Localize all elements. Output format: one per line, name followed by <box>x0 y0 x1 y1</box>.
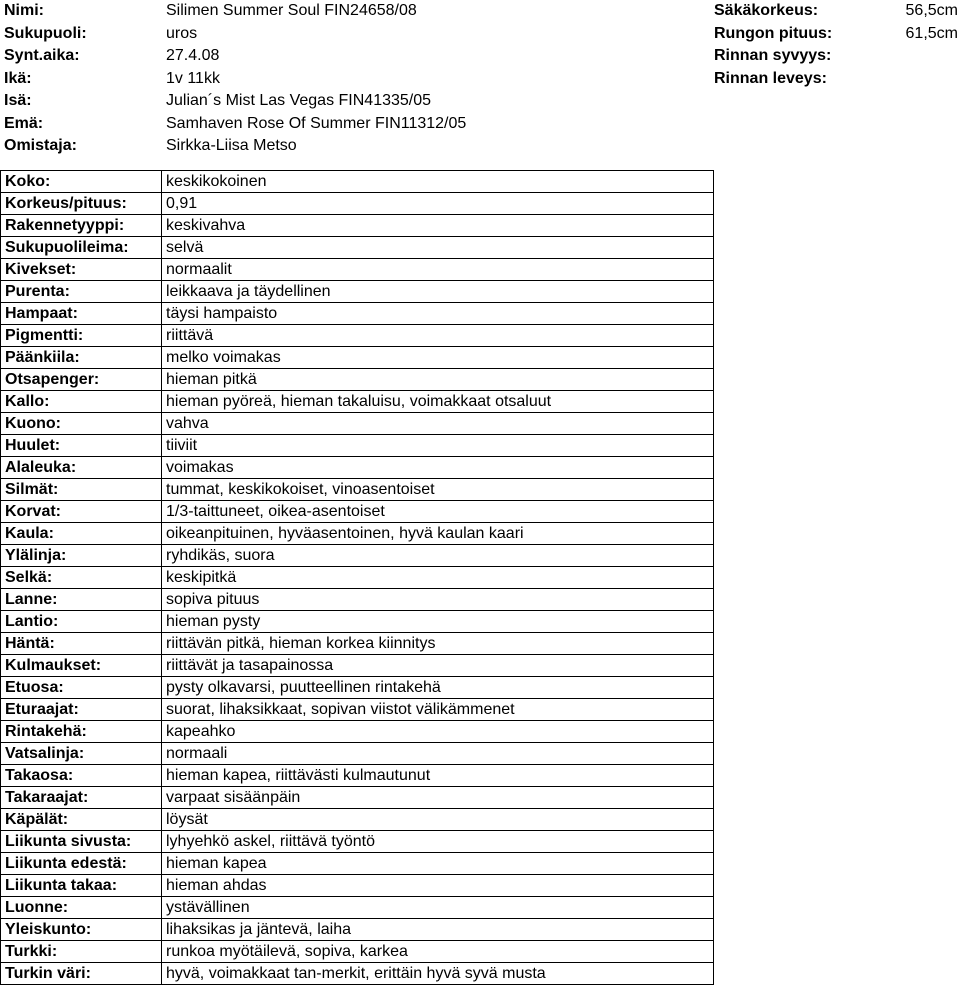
table-row <box>1 743 714 765</box>
name-label: Nimi: <box>4 2 44 19</box>
criterion-label: Kaula: <box>1 523 162 545</box>
table-row <box>1 171 714 193</box>
criterion-value: hieman ahdas <box>162 875 714 897</box>
table-row <box>1 897 714 919</box>
criterion-value: voimakas <box>162 457 714 479</box>
header-info <box>4 0 958 158</box>
criterion-value: keskikokoinen <box>162 171 714 193</box>
criterion-label: Eturaajat: <box>1 699 162 721</box>
criterion-value: löysät <box>162 809 714 831</box>
criterion-label: Lantio: <box>1 611 162 633</box>
table-row <box>1 765 714 787</box>
criterion-value: ystävällinen <box>162 897 714 919</box>
criterion-label: Etuosa: <box>1 677 162 699</box>
sex-value: uros <box>166 24 198 42</box>
table-row <box>1 787 714 809</box>
criterion-value: normaali <box>162 743 714 765</box>
age-label: Ikä: <box>4 69 32 87</box>
criterion-label: Selkä: <box>1 567 162 589</box>
criterion-value: ryhdikäs, suora <box>162 545 714 567</box>
table-row <box>1 259 714 281</box>
table-row <box>1 699 714 721</box>
criterion-label: Alaleuka: <box>1 457 162 479</box>
criterion-label: Rakennetyyppi: <box>1 215 162 237</box>
criterion-label: Turkin väri: <box>1 963 162 985</box>
criterion-label: Purenta: <box>1 281 162 303</box>
criterion-value: hieman pitkä <box>162 369 714 391</box>
criterion-label: Otsapenger: <box>1 369 162 391</box>
table-row <box>1 523 714 545</box>
owner-value: Sirkka-Liisa Metso <box>166 137 297 154</box>
body-length-label: Rungon pituus: <box>714 24 833 42</box>
age-value: 1v 11kk <box>166 69 220 87</box>
table-row <box>1 919 714 941</box>
criterion-value: keskivahva <box>162 215 714 237</box>
criterion-label: Huulet: <box>1 435 162 457</box>
criterion-value: melko voimakas <box>162 347 714 369</box>
sire-label: Isä: <box>4 92 32 109</box>
criterion-value: hieman kapea, riittävästi kulmautunut <box>162 765 714 787</box>
criterion-label: Päänkiila: <box>1 347 162 369</box>
criterion-value: runkoa myötäilevä, sopiva, karkea <box>162 941 714 963</box>
chest-depth-value <box>862 45 958 68</box>
table-row <box>1 347 714 369</box>
criterion-value: lyhyehkö askel, riittävä työntö <box>162 831 714 853</box>
criterion-label: Kulmaukset: <box>1 655 162 677</box>
table-row <box>1 677 714 699</box>
criterion-label: Häntä: <box>1 633 162 655</box>
dam-value: Samhaven Rose Of Summer FIN11312/05 <box>166 114 467 132</box>
criterion-value: hyvä, voimakkaat tan-merkit, erittäin hyvä syvä musta <box>162 963 714 985</box>
criterion-value: sopiva pituus <box>162 589 714 611</box>
criterion-label: Turkki: <box>1 941 162 963</box>
table-row <box>1 809 714 831</box>
chest-depth-label: Rinnan syvyys: <box>714 47 832 64</box>
table-row <box>1 721 714 743</box>
table-row <box>1 567 714 589</box>
criterion-label: Luonne: <box>1 897 162 919</box>
criterion-value: tiiviit <box>162 435 714 457</box>
criterion-value: riittävä <box>162 325 714 347</box>
table-row <box>1 853 714 875</box>
criterion-label: Sukupuolileima: <box>1 237 162 259</box>
criterion-label: Vatsalinja: <box>1 743 162 765</box>
table-row <box>1 281 714 303</box>
table-row <box>1 303 714 325</box>
criterion-label: Liikunta takaa: <box>1 875 162 897</box>
table-row <box>1 325 714 347</box>
table-row <box>1 501 714 523</box>
criterion-value: varpaat sisäänpäin <box>162 787 714 809</box>
withers-height-value: 56,5cm <box>905 2 958 19</box>
table-row <box>1 369 714 391</box>
criterion-value: selvä <box>162 237 714 259</box>
criterion-label: Liikunta sivusta: <box>1 831 162 853</box>
sire-value: Julian´s Mist Las Vegas FIN41335/05 <box>166 92 432 109</box>
chest-width-label: Rinnan leveys: <box>714 69 827 87</box>
criterion-label: Liikunta edestä: <box>1 853 162 875</box>
table-row <box>1 413 714 435</box>
table-row <box>1 589 714 611</box>
table-row <box>1 391 714 413</box>
table-row <box>1 457 714 479</box>
criterion-value: hieman kapea <box>162 853 714 875</box>
criterion-value: hieman pyöreä, hieman takaluisu, voimakkaat otsaluut <box>162 391 714 413</box>
criterion-value: kapeahko <box>162 721 714 743</box>
criterion-value: riittävät ja tasapainossa <box>162 655 714 677</box>
birth-date-value: 27.4.08 <box>166 47 220 64</box>
table-row <box>1 545 714 567</box>
criterion-value: oikeanpituinen, hyväasentoinen, hyvä kaulan kaari <box>162 523 714 545</box>
criterion-label: Pigmentti: <box>1 325 162 347</box>
table-row <box>1 655 714 677</box>
criterion-label: Takaraajat: <box>1 787 162 809</box>
table-row <box>1 633 714 655</box>
criterion-value: lihaksikas ja jäntevä, laiha <box>162 919 714 941</box>
table-row <box>1 611 714 633</box>
criterion-label: Kallo: <box>1 391 162 413</box>
criterion-label: Kivekset: <box>1 259 162 281</box>
criterion-label: Takaosa: <box>1 765 162 787</box>
table-row <box>1 479 714 501</box>
criterion-value: leikkaava ja täydellinen <box>162 281 714 303</box>
criterion-label: Korvat: <box>1 501 162 523</box>
body-length-value: 61,5cm <box>905 24 958 42</box>
criterion-value: hieman pysty <box>162 611 714 633</box>
criterion-label: Hampaat: <box>1 303 162 325</box>
criterion-label: Ylälinja: <box>1 545 162 567</box>
table-row <box>1 215 714 237</box>
name-value: Silimen Summer Soul FIN24658/08 <box>166 2 417 19</box>
owner-label: Omistaja: <box>4 137 77 154</box>
table-row <box>1 831 714 853</box>
table-row <box>1 435 714 457</box>
criterion-label: Käpälät: <box>1 809 162 831</box>
criterion-value: riittävän pitkä, hieman korkea kiinnitys <box>162 633 714 655</box>
criterion-label: Rintakehä: <box>1 721 162 743</box>
criterion-label: Silmät: <box>1 479 162 501</box>
table-row <box>1 237 714 259</box>
criterion-label: Korkeus/pituus: <box>1 193 162 215</box>
table-row <box>1 875 714 897</box>
criterion-value: tummat, keskikokoiset, vinoasentoiset <box>162 479 714 501</box>
criterion-value: 0,91 <box>162 193 714 215</box>
criterion-value: normaalit <box>162 259 714 281</box>
criterion-label: Lanne: <box>1 589 162 611</box>
table-row <box>1 193 714 215</box>
sex-label: Sukupuoli: <box>4 24 87 42</box>
chest-width-value <box>862 68 958 91</box>
criterion-value: vahva <box>162 413 714 435</box>
criterion-value: täysi hampaisto <box>162 303 714 325</box>
table-row <box>1 941 714 963</box>
criterion-label: Yleiskunto: <box>1 919 162 941</box>
criterion-label: Koko: <box>1 171 162 193</box>
dam-label: Emä: <box>4 114 44 132</box>
birth-date-label: Synt.aika: <box>4 47 80 64</box>
criterion-value: keskipitkä <box>162 567 714 589</box>
criterion-value: pysty olkavarsi, puutteellinen rintakehä <box>162 677 714 699</box>
criterion-value: 1/3-taittuneet, oikea-asentoiset <box>162 501 714 523</box>
withers-height-label: Säkäkorkeus: <box>714 2 819 19</box>
criterion-label: Kuono: <box>1 413 162 435</box>
evaluation-table <box>0 170 714 985</box>
criterion-value: suorat, lihaksikkaat, sopivan viistot välikämmenet <box>162 699 714 721</box>
table-row <box>1 963 714 985</box>
